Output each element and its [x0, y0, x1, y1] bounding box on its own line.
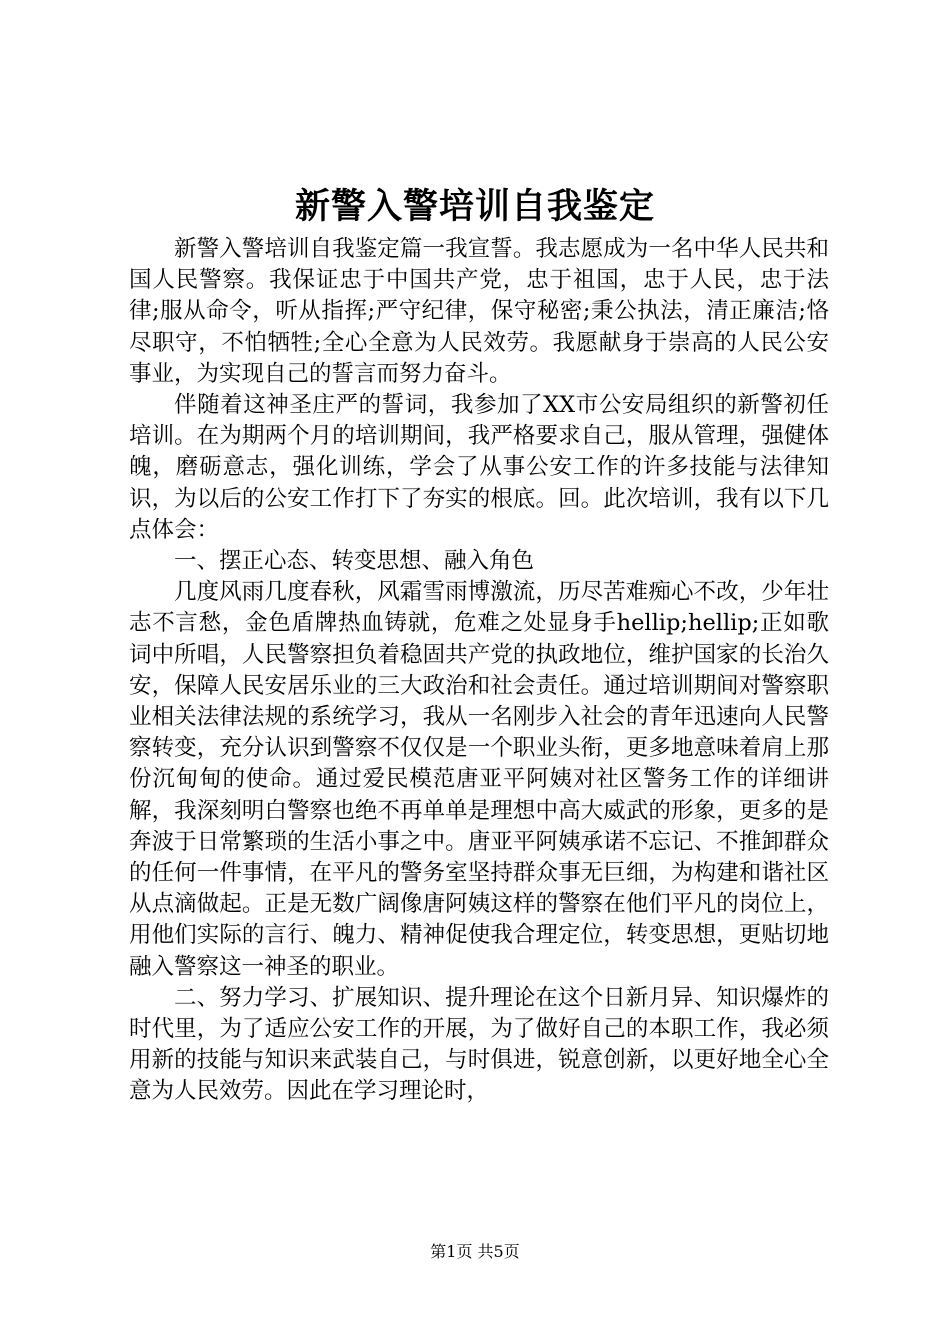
paragraph-section-2: 二、努力学习、扩展知识、提升理论在这个日新月异、知识爆炸的时代里，为了适应公安工作的开展，为了做好自己的本职工作，我必须用新的技能与知识来武装自己，与时俱进，锐意创新，以更好地全心全意为人民效劳。因此在学习理论时， [129, 984, 829, 1105]
document-title: 新警入警培训自我鉴定 [294, 186, 655, 227]
document-body [129, 234, 829, 1108]
paragraph-section-1: 几度风雨几度春秋，风霜雪雨博激流，历尽苦难痴心不改，少年壮志不言愁，金色盾牌热血铸就，危难之处显身手hellip;hellip;正如歌词中所唱，人民警察担负着稳固共产党的执政地位，维护国家的长治久安，保障人民安居乐业的三大政治和社会责任。通过培训期间对警察职业相关法律法规的系统学习，我从一名刚步入社会的青年迅速向人民警察转变，充分认识到警察不仅仅是一个职业头衔，更多地意味着肩上那份沉甸甸的使命。通过爱民模范唐亚平阿姨对社区警务工作的详细讲解，我深刻明白警察也绝不再单单是理想中高大威武的形象，更多的是奔波于日常繁琐的生活小事之中。唐亚平阿姨承诺不忘记、不推卸群众的任何一件事情，在平凡的警务室坚持群众事无巨细，为构建和谐社区从点滴做起。正是无数广阔像唐阿姨这样的警察在他们平凡的岗位上，用他们实际的言行、魄力、精神促使我合理定位，转变思想，更贴切地融入警察这一神圣的职业。 [129, 579, 829, 980]
paragraph-training-intro: 伴随着这神圣庄严的誓词，我参加了XX市公安局组织的新警初任培训。在为期两个月的培训期间，我严格要求自己，服从管理，强健体魄，磨砺意志，强化训练，学会了从事公安工作的许多技能与法律知识，为以后的公安工作打下了夯实的根底。回。此次培训，我有以下几点体会： [129, 392, 829, 543]
page-number-footer: 第1页 共5页 [430, 1242, 520, 1261]
section-heading-1: 一、摆正心态、转变思想、融入角色 [174, 548, 535, 575]
paragraph-oath: 新警入警培训自我鉴定篇一我宣誓。我志愿成为一名中华人民共和国人民警察。我保证忠于中国共产党，忠于祖国，忠于人民，忠于法律;服从命令，听从指挥;严守纪律，保守秘密;秉公执法，清正廉洁;恪尽职守，不怕牺牲;全心全意为人民效劳。我愿献身于崇高的人民公安事业，为实现自己的誓言而努力奋斗。 [129, 236, 829, 387]
